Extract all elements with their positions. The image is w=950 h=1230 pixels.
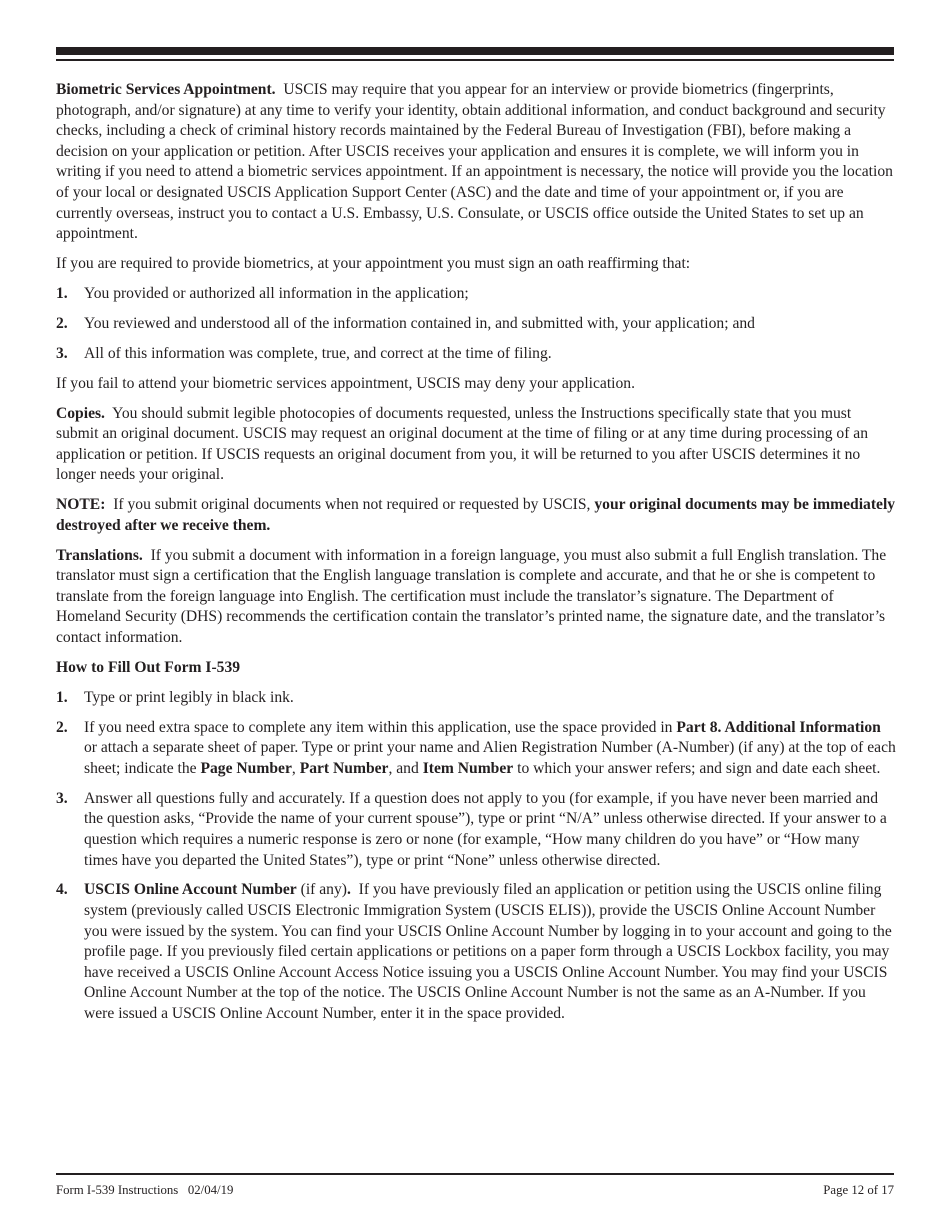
- copies-paragraph: [56, 404, 896, 486]
- note-paragraph: [56, 495, 896, 536]
- item-text: [84, 880, 896, 1024]
- oath-item: [56, 284, 896, 305]
- item-text-part: .: [346, 881, 351, 899]
- item-number: 4.: [56, 881, 68, 899]
- item-number-term: Item Number: [422, 759, 514, 777]
- biometrics-title: Biometric Services Appointment.: [56, 81, 276, 98]
- fail-to-attend-text: If you fail to attend your biometric services appointment, USCIS may deny your application.: [56, 374, 636, 392]
- instruction-item: [56, 880, 896, 1024]
- note-bold: your original documents may be immediately destroyed after we receive them.: [56, 496, 896, 534]
- item-text: You provided or authorized all information in the application;: [84, 284, 469, 302]
- footer-page-number: Page 12 of 17: [823, 1183, 894, 1197]
- item-text-part: or attach a separate sheet of paper. Type or print your name and Alien Registration Number (A-Number) (if any) at the top of each sheet; indicate the: [84, 739, 896, 777]
- item-text-part: If you need extra space to complete any item within this application, use the space provided in: [84, 718, 673, 736]
- footer-form-label: Form I-539 Instructions 02/04/19: [56, 1183, 234, 1197]
- item-number: 3.: [56, 344, 68, 362]
- biometrics-paragraph: [56, 80, 896, 245]
- item-number: 1.: [56, 284, 68, 302]
- footer-rule: [56, 1173, 894, 1175]
- online-account-term: USCIS Online Account Number: [84, 881, 297, 899]
- part-8-reference: Part 8. Additional Information: [676, 718, 881, 736]
- item-number: 2.: [56, 314, 68, 332]
- header-thick-rule: [56, 47, 894, 55]
- translations-body: If you submit a document with information in a foreign language, you must also submit a full English translation. The translator must sign a certification that the English language translation is complete and accurate, and that he or she is competent to translate from the foreign language into English. The certification must include the translator’s signature. The Department of Homeland Security (DHS) recommends the certification contain the translator’s printed name, the signature date, and the translator’s contact information.: [56, 546, 887, 647]
- item-text-part: If you have previously filed an application or petition using the USCIS online filing system (previously called USCIS Electronic Immigration System (USCIS ELIS)), provide the USCIS Online Account Number you were issued by the system. You can find your USCIS Online Account Number by logging in to your account and going to the profile page. If you previously filed certain applications or petitions on a paper form through a USCIS Lockbox facility, you may have received a USCIS Online Account Access Notice issuing you a USCIS Online Account Number. You may find your USCIS Online Account Number at the top of the notice. The USCIS Online Account Number is not the same as an A-Number. If you were issued a USCIS Online Account Number, enter it in the space provided.: [84, 881, 892, 1023]
- document-body: [56, 80, 896, 1034]
- item-number: 2.: [56, 718, 68, 736]
- item-text: [84, 718, 896, 780]
- translations-title: Translations.: [56, 546, 143, 564]
- item-text-part: , and: [388, 759, 419, 777]
- note-label: NOTE:: [56, 496, 106, 514]
- item-text-part: ,: [291, 759, 296, 777]
- biometrics-body: USCIS may require that you appear for an interview or provide biometrics (fingerprints, photograph, and/or signature) at any time to verify your identity, obtain additional information, and conduct background and security checks, including a check of criminal history records maintained by the Federal Bureau of Investigation (FBI), before making a decision on your application or petition. After USCIS receives your application and ensures it is complete, we will inform you in writing if you need to attend a biometric services appointment. If an appointment is necessary, the notice will provide you the location of your local or designated USCIS Application Support Center (ASC) and the date and time of your appointment or, if you are currently overseas, instruct you to contact a U.S. Embassy, U.S. Consulate, or USCIS office outside the United States to set up an appointment.: [56, 81, 893, 243]
- item-number: 1.: [56, 688, 68, 706]
- item-number: 3.: [56, 789, 68, 807]
- instruction-item: [56, 688, 896, 709]
- instruction-item: [56, 718, 896, 780]
- item-text-part: (if any): [300, 881, 347, 899]
- instruction-item: [56, 789, 896, 871]
- oath-item: [56, 314, 896, 335]
- translations-paragraph: [56, 546, 896, 649]
- item-text: Type or print legibly in black ink.: [84, 688, 294, 706]
- item-text: You reviewed and understood all of the information contained in, and submitted with, your application; and: [84, 314, 755, 332]
- item-text: All of this information was complete, true, and correct at the time of filing.: [84, 344, 552, 362]
- item-text-part: to which your answer refers; and sign and date each sheet.: [517, 759, 881, 777]
- note-body: If you submit original documents when not required or requested by USCIS,: [113, 496, 591, 514]
- copies-title: Copies.: [56, 404, 105, 422]
- copies-body: You should submit legible photocopies of documents requested, unless the Instructions specifically state that you must submit an original document. USCIS may request an original document at the time of filing or at any time during processing of an application or petition. If USCIS requests an original document from you, it will be returned to you after USCIS determines it no longer needs your original.: [56, 404, 869, 484]
- item-text: Answer all questions fully and accurately. If a question does not apply to you (for example, if you have never been married and the question asks, “Provide the name of your current spouse”), type or print “N/A” unless otherwise directed. If your answer to a question which requires a numeric response is zero or none (for example, “How many children do you have” or “How many times have you departed the United States”), type or print “None” unless otherwise directed.: [84, 789, 887, 869]
- page-number-term: Page Number: [200, 759, 292, 777]
- section-heading: How to Fill Out Form I-539: [56, 658, 241, 676]
- part-number-term: Part Number: [299, 759, 389, 777]
- oath-item: [56, 344, 896, 365]
- oath-intro: If you are required to provide biometrics, at your appointment you must sign an oath reaffirming that:: [56, 255, 691, 273]
- header-thin-rule: [56, 59, 894, 61]
